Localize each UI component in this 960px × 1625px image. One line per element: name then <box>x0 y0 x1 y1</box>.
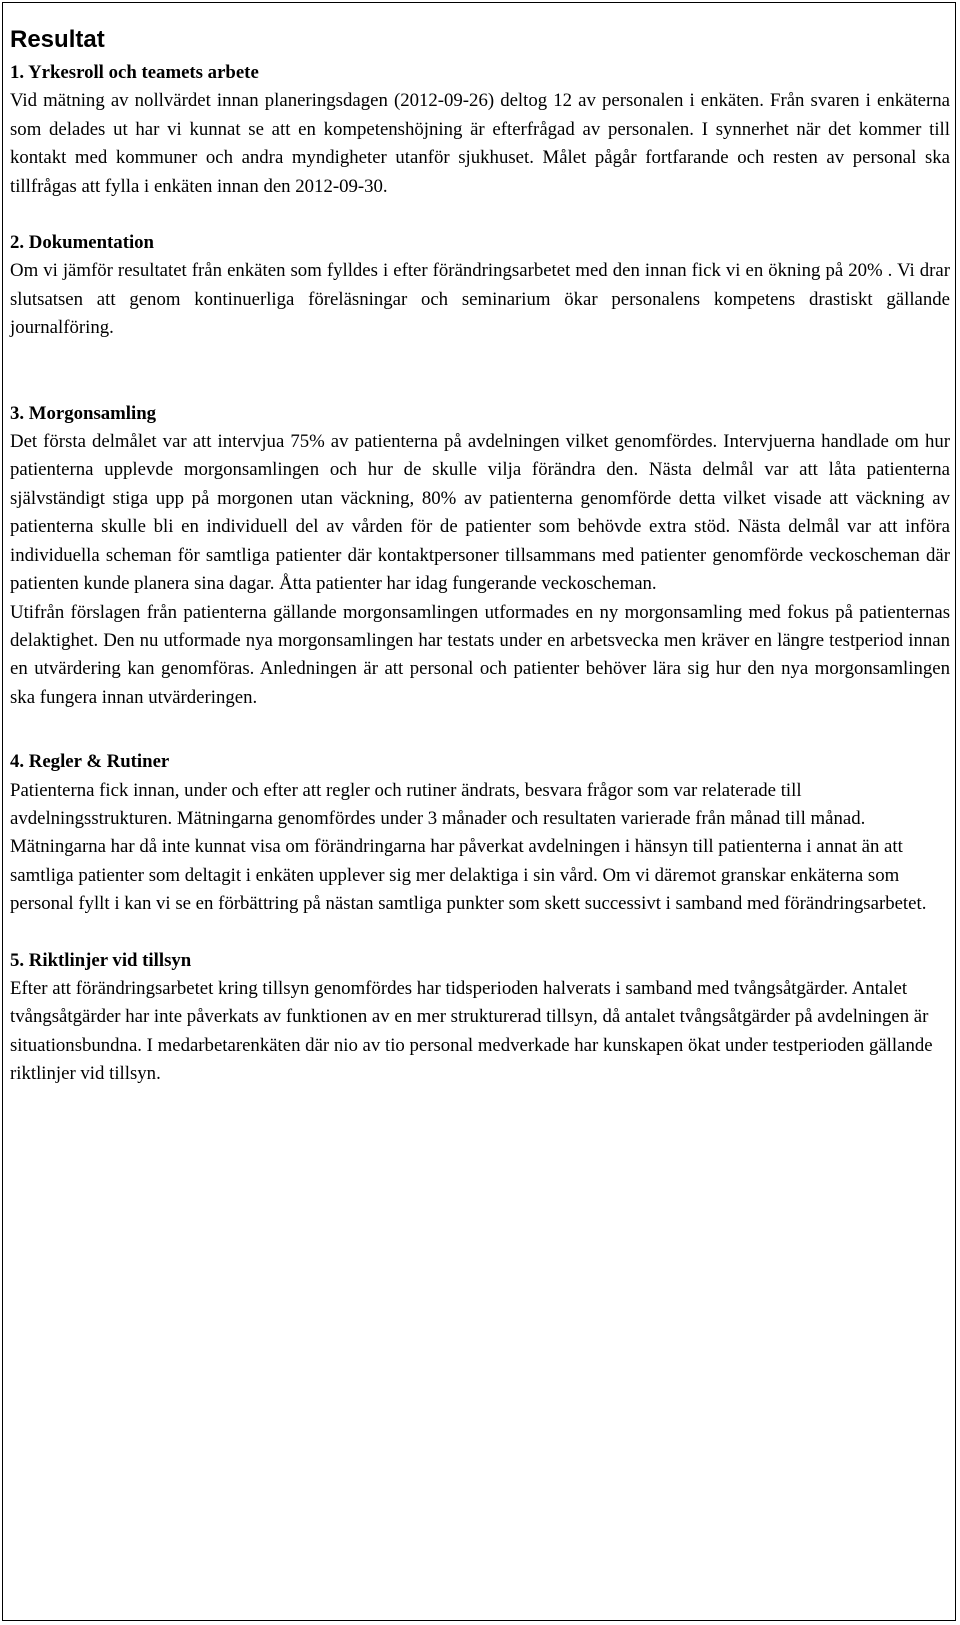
section-dokumentation <box>10 229 950 343</box>
section-paragraph: Vid mätning av nollvärdet innan planeringsdagen (2012-09-26) deltog 12 av personalen i enkäten. Från svaren i enkäterna som delades ut har vi kunnat se att en kompetenshöjning är efterfrågad av personalen. I synnerhet när det kommer till kontakt med kommuner och andra myndigheter utanför sjukhuset. Målet pågår fortfarande och resten av personal ska tillfrågas att fylla i enkäten innan den 2012-09-30. <box>10 90 950 197</box>
section-heading: 1. Yrkesroll och teamets arbete <box>10 62 259 83</box>
section-heading: 2. Dokumentation <box>10 232 155 254</box>
section-heading: 4. Regler & Rutiner <box>10 751 170 773</box>
section-paragraph: Om vi jämför resultatet från enkäten som fylldes i efter förändringsarbetet med den innan fick vi en ökning på 20% . Vi drar slutsatsen att genom kontinuerliga föreläsningar och seminarium ökar personalens kompetens drastiskt gällande journalföring. <box>10 260 950 339</box>
section-regler-rutiner <box>10 748 950 918</box>
document-body <box>10 26 950 1089</box>
document-title: Resultat <box>10 26 105 53</box>
section-yrkesroll <box>10 59 950 201</box>
section-paragraph: Efter att förändringsarbetet kring tillsyn genomfördes har tidsperioden halverats i samband med tvångsåtgärder. Antalet tvångsåtgärder har inte påverkats av funktionen av en mer strukturerad tillsyn, då antalet tvångsåtgärder på avdelningen är situationsbundna. I medarbetarenkäten där nio av tio personal medverkade har kunskapen ökat under testperioden gällande riktlinjer vid tillsyn. <box>10 977 933 1085</box>
section-morgonsamling <box>10 400 950 712</box>
section-riktlinjer-tillsyn <box>10 947 950 1089</box>
section-paragraph: Det första delmålet var att intervjua 75% av patienterna på avdelningen vilket genomfördes. Intervjuerna handlade om hur patienterna upplevde morgonsamlingen och hur de skulle vilja förändra den. Nästa delmål var att låta patienterna självständigt stiga upp på morgonen utan väckning, 80% av patienterna genomförde detta vilket visade att väckning av patienterna skulle bli en individuell del av vården för de patienter som behövde extra stöd. Nästa delmål var att införa individuella scheman för samtliga patienter där kontaktpersoner tillsammans med patienter genomförde veckoscheman där patienten kunde planera sina dagar. Åtta patienter har idag fungerande veckoscheman. <box>10 431 950 595</box>
section-paragraph: Patienterna fick innan, under och efter att regler och rutiner ändrats, besvara frågor som var relaterade till avdelningsstrukturen. Mätningarna genomfördes under 3 månader och resultaten varierade från månad till månad. Mätningarna har då inte kunnat visa om förändringarna har påverkat avdelningen i hänsyn till patienterna i annat än att samtliga patienter som deltagit i enkäten upplever sig mer delaktiga i sin vård. Om vi däremot granskar enkäterna som personal fyllt i kan vi se en förbättring på nästan samtliga punkter som skett successivt i samband med förändringsarbetet. <box>10 779 927 915</box>
section-paragraph: Utifrån förslagen från patienterna gällande morgonsamlingen utformades en ny morgonsamling med fokus på patienternas delaktighet. Den nu utformade nya morgonsamlingen har testats under en arbetsvecka men kräver en längre testperiod innan en utvärdering kan genomföras. Anledningen är att personal och patienter behöver lära sig hur den nya morgonsamlingen ska fungera innan utvärderingen. <box>10 601 950 708</box>
section-heading: 5. Riktlinjer vid tillsyn <box>10 949 192 971</box>
section-heading: 3. Morgonsamling <box>10 402 157 424</box>
